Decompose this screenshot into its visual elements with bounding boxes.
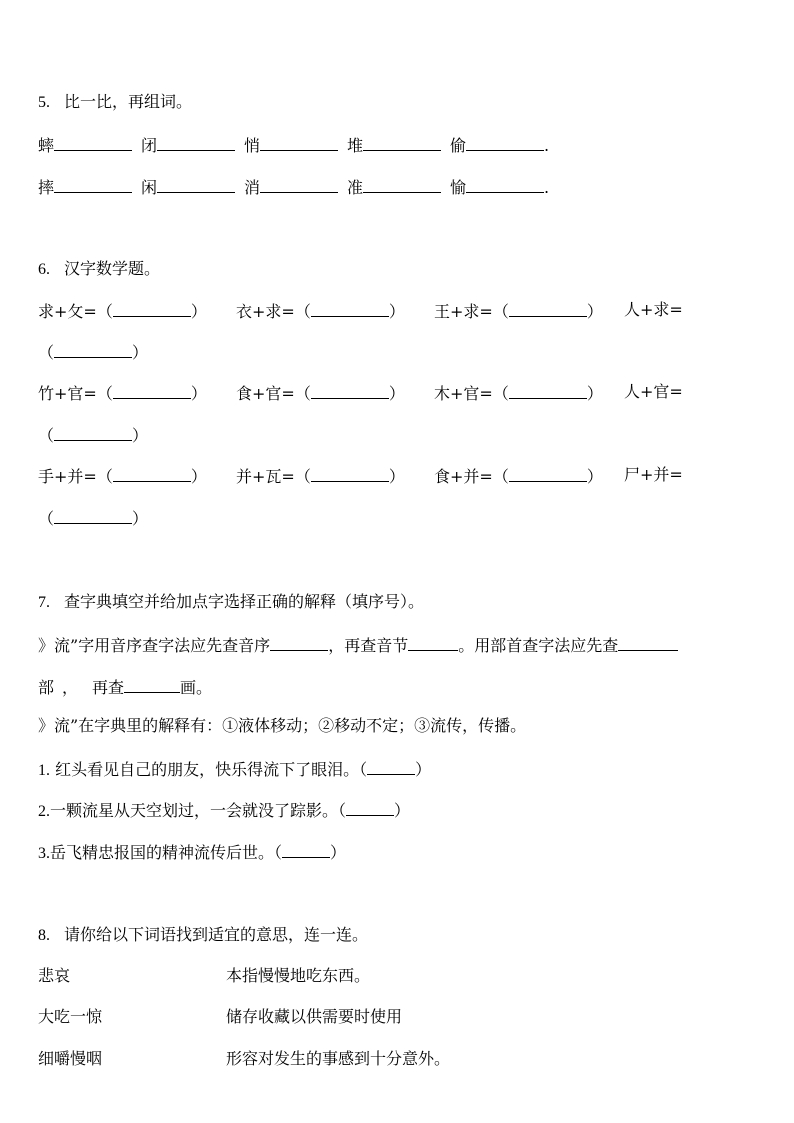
q6-paren-open: （ [492,467,509,486]
q6-item [624,382,683,402]
q6-answer-blank[interactable] [509,382,587,399]
q6-paren-open: （ [294,384,311,403]
q5-blank[interactable] [466,134,544,151]
q7-text: 》流”在字典里的解释有：①液体移动；②移动不定；③流传，传播。 [38,716,527,735]
q6-paren-close: ） [586,384,603,403]
q6-item [236,465,405,487]
q6-row1-wrap [38,341,148,363]
q5-blank[interactable] [157,134,235,151]
q6-paren-close: ） [586,302,603,321]
q5-row-end: . [544,178,550,197]
q7-line1 [38,634,678,656]
q5-char: 堆 [347,136,364,155]
q5-number: 5. [38,94,50,111]
q7-item-text: 红头看见自己的朋友，快乐得流下了眼泪。 [55,760,360,779]
q7-text: ， [62,678,79,697]
q6-expr: 王+求= [434,302,493,321]
q7-item-answer[interactable] [282,841,330,858]
q5-blank[interactable] [363,176,441,193]
q5-row1 [0,134,794,154]
q5-blank[interactable] [54,176,132,193]
q5-char: 愉 [450,178,467,197]
q8-title-text: 请你给以下词语找到适宜的意思，连一连。 [64,925,369,944]
q6-item [38,465,207,487]
q6-expr: 衣+求= [236,302,295,321]
q6-paren-open: （ [492,384,509,403]
q5-char: 闲 [141,178,158,197]
q6-row1 [0,300,794,320]
q7-item-3: 3.岳飞精忠报国的精神流传后世。（ ） [38,843,347,862]
q6-expr: 人+求= [624,300,683,319]
q5-blank[interactable] [54,134,132,151]
q5-item [244,134,338,156]
q6-paren-close: ） [190,467,207,486]
q7-item-text: 一颗流星从天空划过，一会就没了踪影。 [50,801,339,820]
q6-paren-open: （ [96,384,113,403]
q6-answer-blank[interactable] [509,300,587,317]
q5-blank[interactable] [260,134,338,151]
q7-item-number: 2. [38,803,50,820]
q8-meaning[interactable]: 本指慢慢地吃东西。 [226,966,371,985]
q5-item [141,134,235,156]
q8-title [38,925,368,946]
q7-item-1: 1. 红头看见自己的朋友，快乐得流下了眼泪。（ ） [38,760,432,779]
q6-expr: 木+官= [434,384,493,403]
q6-paren-close: ） [586,467,603,486]
q6-item [434,300,603,322]
q5-char: 消 [244,178,261,197]
q5-item [38,134,132,156]
q6-paren-close: ） [190,384,207,403]
q7-line2 [38,676,212,698]
q7-title-text: 查字典填空并给加点字选择正确的解释（填序号）。 [64,592,425,611]
q6-row3-wrap [38,507,148,529]
q6-paren-open: （ [96,467,113,486]
q6-expr: 并+瓦= [236,467,295,486]
q6-paren-open: （ [38,426,55,445]
q6-paren-close: ） [388,467,405,486]
q8-word[interactable]: 大吃一惊 [38,1007,103,1026]
q6-answer-blank[interactable] [311,300,389,317]
q8-number: 8. [38,927,50,944]
q6-row2 [0,382,794,402]
q6-expr: 食+官= [236,384,295,403]
q5-item [141,176,235,198]
q5-char: 闭 [141,136,158,155]
q6-expr: 尸+并= [624,465,683,484]
q6-expr: 求+攵= [38,302,97,321]
q5-blank[interactable] [157,176,235,193]
q7-blank-yinxu[interactable] [270,634,328,651]
q6-answer-blank[interactable] [113,382,191,399]
q5-title [38,92,192,113]
q6-paren-open: （ [492,302,509,321]
q6-row2-wrap [38,424,148,446]
q7-text: 再查 [92,678,125,697]
q7-item-text: 岳飞精忠报国的精神流传后世。 [50,843,275,862]
q6-item [236,382,405,404]
q6-paren-close: ） [388,302,405,321]
q5-row-end: . [544,136,550,155]
q6-paren-close: ） [190,302,207,321]
q7-text: 画。 [180,678,213,697]
q7-item-answer[interactable] [367,758,415,775]
q7-item-2: 2.一颗流星从天空划过，一会就没了踪影。（ ） [38,801,411,820]
q8-word[interactable]: 悲哀 [38,966,71,985]
q5-blank[interactable] [466,176,544,193]
q6-paren-open: （ [294,467,311,486]
q7-number: 7. [38,594,50,611]
q6-expr: 手+并= [38,467,97,486]
q7-text: 部 [38,678,55,697]
q5-item [450,176,549,198]
q5-char: 摔 [38,178,55,197]
q7-line3 [38,716,526,736]
q6-item [236,300,405,322]
q7-text: ，再查音节 [328,636,409,655]
q6-number: 6. [38,261,50,278]
q6-item [434,382,603,404]
q6-title-text: 汉字数学题。 [64,259,161,278]
q6-paren-close: ） [388,384,405,403]
q6-item [38,300,207,322]
q7-blank-bushou[interactable] [618,634,678,651]
q5-item [347,176,441,198]
q6-answer-blank[interactable] [54,341,132,358]
q6-paren-close: ） [132,509,149,528]
q5-char: 偷 [450,136,467,155]
q6-answer-blank[interactable] [311,465,389,482]
q7-item-number: 3. [38,845,50,862]
q6-answer-blank[interactable] [113,300,191,317]
q5-blank[interactable] [260,176,338,193]
q5-char: 悄 [244,136,261,155]
q6-paren-close: ） [132,343,149,362]
q6-item [434,465,603,487]
q6-paren-open: （ [38,343,55,362]
q8-meaning[interactable]: 储存收藏以供需要时使用 [226,1007,403,1026]
q7-item-number: 1. [38,762,50,779]
q6-answer-blank[interactable] [54,424,132,441]
q5-item [38,176,132,198]
q6-item [38,382,207,404]
q5-blank[interactable] [363,134,441,151]
q7-blank-yinjie[interactable] [408,634,458,651]
q5-item [347,134,441,156]
q6-expr: 竹+官= [38,384,97,403]
q6-answer-blank[interactable] [311,382,389,399]
q7-text: 》流”字用音序查字法应先查音序 [38,636,271,655]
q5-char: 蟀 [38,136,55,155]
q6-expr: 食+并= [434,467,493,486]
q5-item [450,134,549,156]
q7-text: 。用部首查字法应先查 [458,636,619,655]
q6-row3 [0,465,794,485]
q6-item [624,465,683,485]
q6-paren-open: （ [96,302,113,321]
q8-word[interactable]: 细嚼慢咽 [38,1049,103,1068]
q6-title [38,259,160,280]
q6-answer-blank[interactable] [113,465,191,482]
q5-item [244,176,338,198]
q6-paren-open: （ [294,302,311,321]
q8-meaning[interactable]: 形容对发生的事感到十分意外。 [226,1049,451,1068]
q7-title [38,592,424,613]
q6-answer-blank[interactable] [54,507,132,524]
q5-row2 [0,176,794,196]
q5-title-text: 比一比，再组词。 [64,92,193,111]
q6-paren-open: （ [38,509,55,528]
q6-item [624,300,683,320]
q6-answer-blank[interactable] [509,465,587,482]
q5-char: 准 [347,178,364,197]
q7-item-answer[interactable] [346,799,394,816]
q7-blank-bihua[interactable] [124,676,180,693]
q6-paren-close: ） [132,426,149,445]
q6-expr: 人+官= [624,382,683,401]
